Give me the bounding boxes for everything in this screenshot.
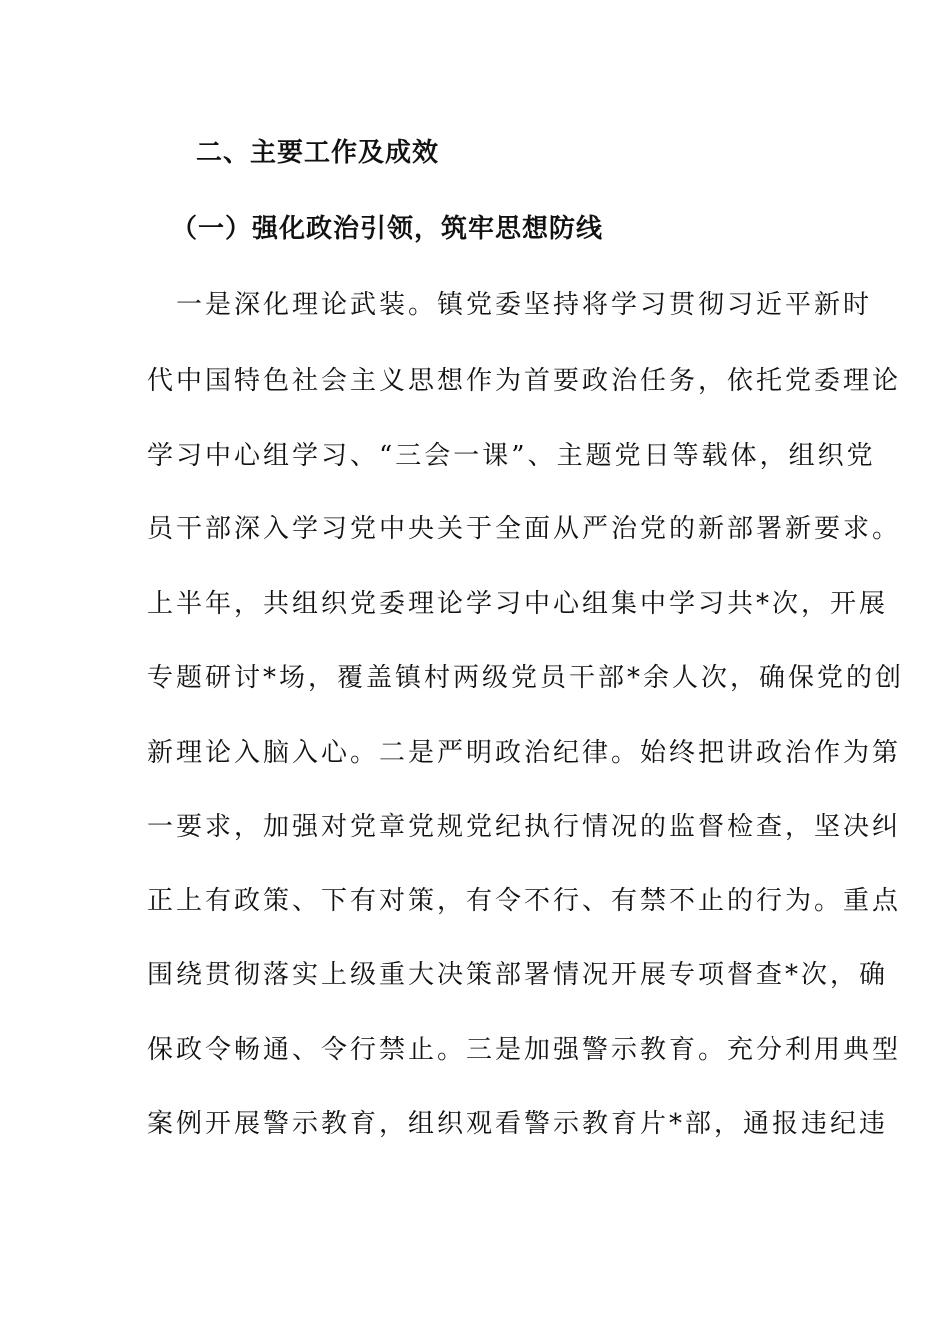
- paragraph-line: 一是深化理论武装。镇党委坚持将学习贯彻习近平新时: [147, 290, 873, 320]
- paragraph-line: 学习中心组学习、“三会一课”、主题党日等载体，组织党: [147, 441, 876, 471]
- paragraph-line: 代中国特色社会主义思想作为首要政治任务，依托党委理论: [147, 366, 902, 396]
- paragraph-line: 新理论入脑入心。二是严明政治纪律。始终把讲政治作为第: [147, 738, 902, 768]
- paragraph-line: 保政令畅通、令行禁止。三是加强警示教育。充分利用典型: [147, 1035, 902, 1065]
- paragraph-line: 专题研讨*场，覆盖镇村两级党员干部*余人次，确保党的创: [147, 663, 905, 693]
- paragraph-line: 员干部深入学习党中央关于全面从严治党的新部署新要求。: [147, 514, 902, 544]
- subsection-heading: （一）强化政治引领，筑牢思想防线: [171, 214, 604, 244]
- paragraph-line: 案例开展警示教育，组织观看警示教育片*部，通报违纪违: [147, 1109, 889, 1139]
- section-heading: 二、主要工作及成效: [196, 138, 440, 168]
- paragraph-line: 正上有政策、下有对策，有令不行、有禁不止的行为。重点: [147, 886, 902, 916]
- paragraph-line: 围绕贯彻落实上级重大决策部署情况开展专项督查*次，确: [147, 960, 889, 990]
- paragraph-line: 一要求，加强对党章党规党纪执行情况的监督检查，坚决纠: [147, 812, 902, 842]
- paragraph-line: 上半年，共组织党委理论学习中心组集中学习共*次，开展: [147, 589, 889, 619]
